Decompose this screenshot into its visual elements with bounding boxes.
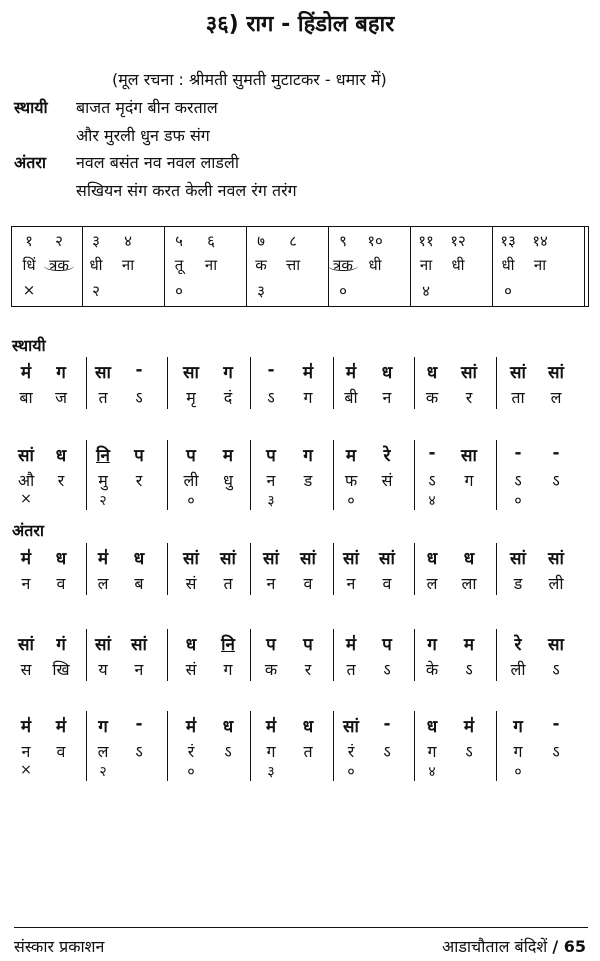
notation-swar-r3-b14: सां (548, 549, 564, 569)
notation-swar-r3-b12: ध (463, 549, 475, 569)
notation-swar-r2-b3: नि (96, 446, 110, 466)
notation-swar-r4-b2: गं (56, 635, 66, 655)
notation-lyric-r3-b5: सं (185, 574, 197, 593)
sthayi-label: स्थायी (14, 98, 48, 117)
taal-mark-1: × (22, 281, 36, 299)
taal-bol-6: ना (204, 256, 218, 274)
notation-lyric-r3-b8: व (303, 574, 313, 593)
antara-label: अंतरा (14, 153, 47, 172)
notation-swar-r4-b10: प (382, 635, 392, 655)
notation-swar-r1-b1: म॑ (20, 363, 32, 383)
antara-section-label: अंतरा (12, 521, 45, 540)
notation-swar-r4-b12: म (463, 635, 475, 655)
notation-swar-r4-b7: प (266, 635, 276, 655)
vibhag-divider (250, 357, 251, 409)
notation-lyric-r1-b6: दं (223, 388, 233, 407)
notation-lyric-r1-b11: क (425, 388, 439, 407)
notation-lyric-r2-b12: ग (464, 471, 474, 490)
notation-lyric-r4-b8: र (304, 660, 312, 679)
book-title: आडाचौताल बंदिशें (442, 937, 548, 956)
notation-swar-r5-b12: म॑ (463, 717, 475, 737)
lyric-line-1: बाजत मृदंग बीन करताल (76, 98, 218, 117)
notation-lyric-r5-b10: ऽ (383, 742, 391, 761)
notation-swar-r3-b9: सां (343, 549, 359, 569)
notation-lyric-r1-b2: ज (55, 388, 67, 407)
notation-swar-r2-b6: म (222, 446, 234, 466)
taal-mark-3: २ (92, 282, 100, 300)
notation-swar-r5-b5: म॑ (185, 717, 197, 737)
taal-bol-7: क (255, 256, 267, 274)
taal-beat-14: १४ (532, 232, 548, 250)
notation-swar-r4-b13: रे (514, 635, 522, 655)
lyric-line-4: सखियन संग करत केली नवल रंग तरंग (76, 181, 297, 200)
book-title-page (442, 935, 586, 957)
taal-bol-12: धी (451, 256, 465, 274)
taal-beat-9: ९ (339, 232, 347, 250)
notation-lyric-r1-b3: त (98, 388, 108, 407)
taal-beat-8: ८ (289, 232, 297, 250)
notation-lyric-r2-b5: ली (183, 471, 199, 490)
taal-beat-13: १३ (500, 232, 516, 250)
notation-lyric-r2-b4: र (135, 471, 143, 490)
notation-swar-r1-b10: ध (381, 363, 393, 383)
footer-rule (14, 927, 588, 928)
notation-lyric-r1-b4: ऽ (135, 388, 143, 407)
notation-swar-r5-b3: ग (98, 717, 108, 737)
notation-marks-r2-b9: ० (347, 493, 355, 509)
taal-bol-14: ना (533, 256, 547, 274)
notation-lyric-r2-b6: धु (223, 471, 233, 490)
notation-swar-r5-b4: - (135, 714, 143, 734)
notation-lyric-r5-b13: ग (513, 742, 523, 761)
vibhag-divider (167, 543, 168, 595)
notation-lyric-r5-b2: व (56, 742, 66, 761)
notation-lyric-r2-b2: र (57, 471, 65, 490)
notation-lyric-r4-b6: ग (223, 660, 233, 679)
composition-credit: (मूल रचना : श्रीमती सुमती मुटाटकर - धमार में) (112, 70, 387, 89)
notation-swar-r3-b6: सां (220, 549, 236, 569)
notation-swar-r5-b10: - (383, 714, 391, 734)
taal-beat-10: १० (367, 232, 383, 250)
taal-bol-3: धी (89, 256, 103, 274)
notation-swar-r4-b9: म॑ (345, 635, 357, 655)
notation-marks-r2-b3: २ (99, 493, 107, 509)
taal-bol-9: त्रक (333, 256, 353, 274)
taal-beat-1: १ (25, 232, 33, 250)
notation-lyric-r4-b3: य (98, 660, 108, 679)
notation-lyric-r1-b14: ल (550, 388, 562, 407)
notation-swar-r1-b5: सा (183, 363, 199, 383)
notation-marks-r2-b13: ० (514, 493, 522, 509)
notation-swar-r5-b9: सां (343, 717, 359, 737)
notation-lyric-r2-b7: न (266, 471, 276, 490)
taal-mark-5: ० (175, 282, 183, 300)
sthayi-section-label: स्थायी (12, 336, 46, 355)
publisher-name: संस्कार प्रकाशन (14, 937, 105, 956)
notation-lyric-r1-b9: बी (344, 388, 358, 407)
notation-swar-r1-b12: सां (461, 363, 477, 383)
notation-lyric-r4-b11: के (425, 660, 439, 679)
notation-lyric-r3-b7: न (266, 574, 276, 593)
notation-lyric-r2-b1: औ (17, 471, 35, 490)
notation-swar-r4-b14: सा (548, 635, 564, 655)
notation-lyric-r3-b11: ल (426, 574, 438, 593)
notation-marks-r5-b13: ० (514, 764, 522, 780)
notation-lyric-r2-b3: मु (98, 471, 108, 490)
notation-swar-r2-b9: म (345, 446, 357, 466)
notation-marks-r2-b7: ३ (267, 493, 275, 509)
notation-swar-r1-b11: ध (426, 363, 438, 383)
notation-lyric-r3-b12: ला (461, 574, 477, 593)
taal-beat-7: ७ (257, 232, 265, 250)
notation-lyric-r5-b3: ल (97, 742, 109, 761)
notation-lyric-r4-b10: ऽ (383, 660, 391, 679)
page-title: ३६) राग - हिंडोल बहार (205, 12, 395, 37)
taal-beat-4: ४ (124, 232, 132, 250)
notation-lyric-r2-b11: ऽ (428, 471, 436, 490)
notation-swar-r1-b4: - (135, 360, 143, 380)
notation-swar-r3-b2: ध (55, 549, 67, 569)
notation-lyric-r5-b9: रं (347, 742, 355, 761)
notation-swar-r1-b6: ग (223, 363, 233, 383)
notation-swar-r2-b11: - (428, 443, 436, 463)
notation-swar-r1-b3: सा (95, 363, 111, 383)
notation-swar-r2-b7: प (266, 446, 276, 466)
vibhag-divider (250, 711, 251, 781)
notation-lyric-r3-b9: न (346, 574, 356, 593)
notation-lyric-r2-b13: ऽ (514, 471, 522, 490)
notation-lyric-r5-b6: ऽ (224, 742, 232, 761)
notation-swar-r1-b14: सां (548, 363, 564, 383)
notation-swar-r2-b4: प (134, 446, 144, 466)
notation-lyric-r3-b10: व (382, 574, 392, 593)
notation-lyric-r4-b5: सं (185, 660, 197, 679)
notation-lyric-r1-b1: बा (19, 388, 33, 407)
notation-lyric-r5-b5: रं (187, 742, 195, 761)
notation-marks-r5-b9: ० (347, 764, 355, 780)
notation-swar-r5-b2: म॑ (55, 717, 67, 737)
taal-bol-1: धिं (22, 256, 36, 274)
vibhag-divider (496, 629, 497, 681)
notation-swar-r4-b3: सां (95, 635, 111, 655)
notation-swar-r3-b13: सां (510, 549, 526, 569)
notation-marks-r2-b5: ० (187, 493, 195, 509)
notation-lyric-r4-b1: स (20, 660, 32, 679)
notation-lyric-r3-b6: त (223, 574, 233, 593)
notation-swar-r3-b1: म॑ (20, 549, 32, 569)
vibhag-divider (167, 440, 168, 510)
lyric-line-3: नवल बसंत नव नवल लाडली (76, 153, 239, 172)
notation-lyric-r1-b5: मृ (186, 388, 196, 407)
taal-beat-6: ६ (207, 232, 215, 250)
notation-lyric-r1-b13: ता (511, 388, 525, 407)
notation-swar-r4-b1: सां (18, 635, 34, 655)
notation-swar-r1-b8: म॑ (302, 363, 314, 383)
notation-lyric-r4-b12: ऽ (465, 660, 473, 679)
notation-lyric-r3-b14: ली (548, 574, 564, 593)
vibhag-divider (250, 543, 251, 595)
notation-lyric-r5-b8: त (303, 742, 313, 761)
notation-marks-r2-b11: ४ (428, 493, 436, 509)
notation-swar-r1-b13: सां (510, 363, 526, 383)
notation-lyric-r5-b11: ग (427, 742, 437, 761)
notation-swar-r2-b8: ग (303, 446, 313, 466)
notation-lyric-r3-b13: ड (513, 574, 523, 593)
notation-swar-r4-b8: प (303, 635, 313, 655)
notation-swar-r5-b11: ध (426, 717, 438, 737)
taal-bol-4: ना (121, 256, 135, 274)
vibhag-divider (250, 629, 251, 681)
vibhag-divider (496, 440, 497, 510)
notation-marks-r5-b5: ० (187, 764, 195, 780)
taal-beat-3: ३ (92, 232, 100, 250)
notation-lyric-r1-b12: र (465, 388, 473, 407)
taal-mark-13: ० (504, 282, 512, 300)
lyric-line-2: और मुरली धुन डफ संग (76, 126, 210, 145)
notation-swar-r4-b4: सां (131, 635, 147, 655)
notation-lyric-r1-b8: ग (303, 388, 313, 407)
notation-swar-r2-b2: ध (55, 446, 67, 466)
notation-swar-r1-b9: म॑ (345, 363, 357, 383)
notation-lyric-r4-b14: ऽ (552, 660, 560, 679)
notation-swar-r2-b10: रे (383, 446, 391, 466)
notation-swar-r4-b5: ध (185, 635, 197, 655)
notation-lyric-r4-b2: खि (52, 660, 70, 679)
taal-mark-9: ० (339, 282, 347, 300)
notation-lyric-r2-b8: ड (303, 471, 313, 490)
notation-lyric-r2-b10: सं (381, 471, 393, 490)
notation-lyric-r1-b7: ऽ (267, 388, 275, 407)
notation-swar-r3-b4: ध (133, 549, 145, 569)
vibhag-divider (250, 440, 251, 510)
taal-beat-5: ५ (175, 232, 183, 250)
notation-swar-r5-b14: - (552, 714, 560, 734)
notation-swar-r3-b8: सां (300, 549, 316, 569)
vibhag-divider (167, 711, 168, 781)
notation-lyric-r4-b13: ली (510, 660, 526, 679)
taal-beat-11: ११ (418, 232, 434, 250)
taal-bol-11: ना (419, 256, 433, 274)
taal-beat-12: १२ (450, 232, 466, 250)
taal-bol-13: धी (501, 256, 515, 274)
notation-swar-r2-b1: सां (18, 446, 34, 466)
notation-lyric-r1-b10: न (382, 388, 392, 407)
notation-lyric-r4-b9: त (346, 660, 356, 679)
notation-lyric-r5-b14: ऽ (552, 742, 560, 761)
notation-lyric-r3-b3: ल (97, 574, 109, 593)
notation-swar-r3-b10: सां (379, 549, 395, 569)
notation-marks-r5-b7: ३ (267, 764, 275, 780)
taal-beat-2: २ (55, 232, 63, 250)
taal-mark-11: ४ (422, 282, 430, 300)
taal-table (11, 226, 589, 307)
notation-lyric-r4-b4: न (134, 660, 144, 679)
notation-marks-r5-b3: २ (99, 764, 107, 780)
slur-mark (44, 261, 74, 271)
notation-swar-r5-b8: ध (302, 717, 314, 737)
notation-swar-r5-b7: म॑ (265, 717, 277, 737)
taal-mark-7: ३ (257, 282, 265, 300)
taal-bol-8: त्ता (285, 256, 301, 274)
notation-lyric-r3-b2: व (56, 574, 66, 593)
notation-swar-r1-b2: ग (56, 363, 66, 383)
vibhag-divider (167, 357, 168, 409)
notation-lyric-r5-b4: ऽ (135, 742, 143, 761)
notation-lyric-r3-b4: ब (134, 574, 144, 593)
notation-swar-r3-b11: ध (426, 549, 438, 569)
notation-lyric-r2-b9: फ (344, 471, 358, 490)
notation-lyric-r5-b12: ऽ (465, 742, 473, 761)
notation-swar-r2-b13: - (514, 443, 522, 463)
notation-marks-r5-b1: × (20, 762, 32, 778)
taal-bol-10: धी (368, 256, 382, 274)
taal-bol-5: तू (174, 256, 184, 274)
notation-marks-r2-b1: × (20, 491, 32, 507)
notation-lyric-r5-b7: ग (266, 742, 276, 761)
notation-swar-r3-b3: म॑ (97, 549, 109, 569)
vibhag-divider (496, 543, 497, 595)
vibhag-divider (496, 357, 497, 409)
notation-swar-r5-b6: ध (222, 717, 234, 737)
page-number: / 65 (552, 937, 586, 956)
notation-marks-r5-b11: ४ (428, 764, 436, 780)
notation-lyric-r5-b1: न (21, 742, 31, 761)
notation-swar-r2-b12: सा (461, 446, 477, 466)
notation-swar-r3-b7: सां (263, 549, 279, 569)
notation-swar-r1-b7: - (267, 360, 275, 380)
notation-swar-r2-b14: - (552, 443, 560, 463)
notation-swar-r4-b11: ग (427, 635, 437, 655)
notation-swar-r5-b13: ग (513, 717, 523, 737)
vibhag-divider (167, 629, 168, 681)
slur-mark (328, 261, 358, 271)
notation-swar-r3-b5: सां (183, 549, 199, 569)
vibhag-divider (496, 711, 497, 781)
notation-swar-r4-b6: नि (221, 635, 235, 655)
notation-lyric-r3-b1: न (21, 574, 31, 593)
notation-lyric-r2-b14: ऽ (552, 471, 560, 490)
notation-lyric-r4-b7: क (264, 660, 278, 679)
notation-swar-r5-b1: म॑ (20, 717, 32, 737)
notation-swar-r2-b5: प (186, 446, 196, 466)
taal-bol-2: त्रक (49, 256, 69, 274)
